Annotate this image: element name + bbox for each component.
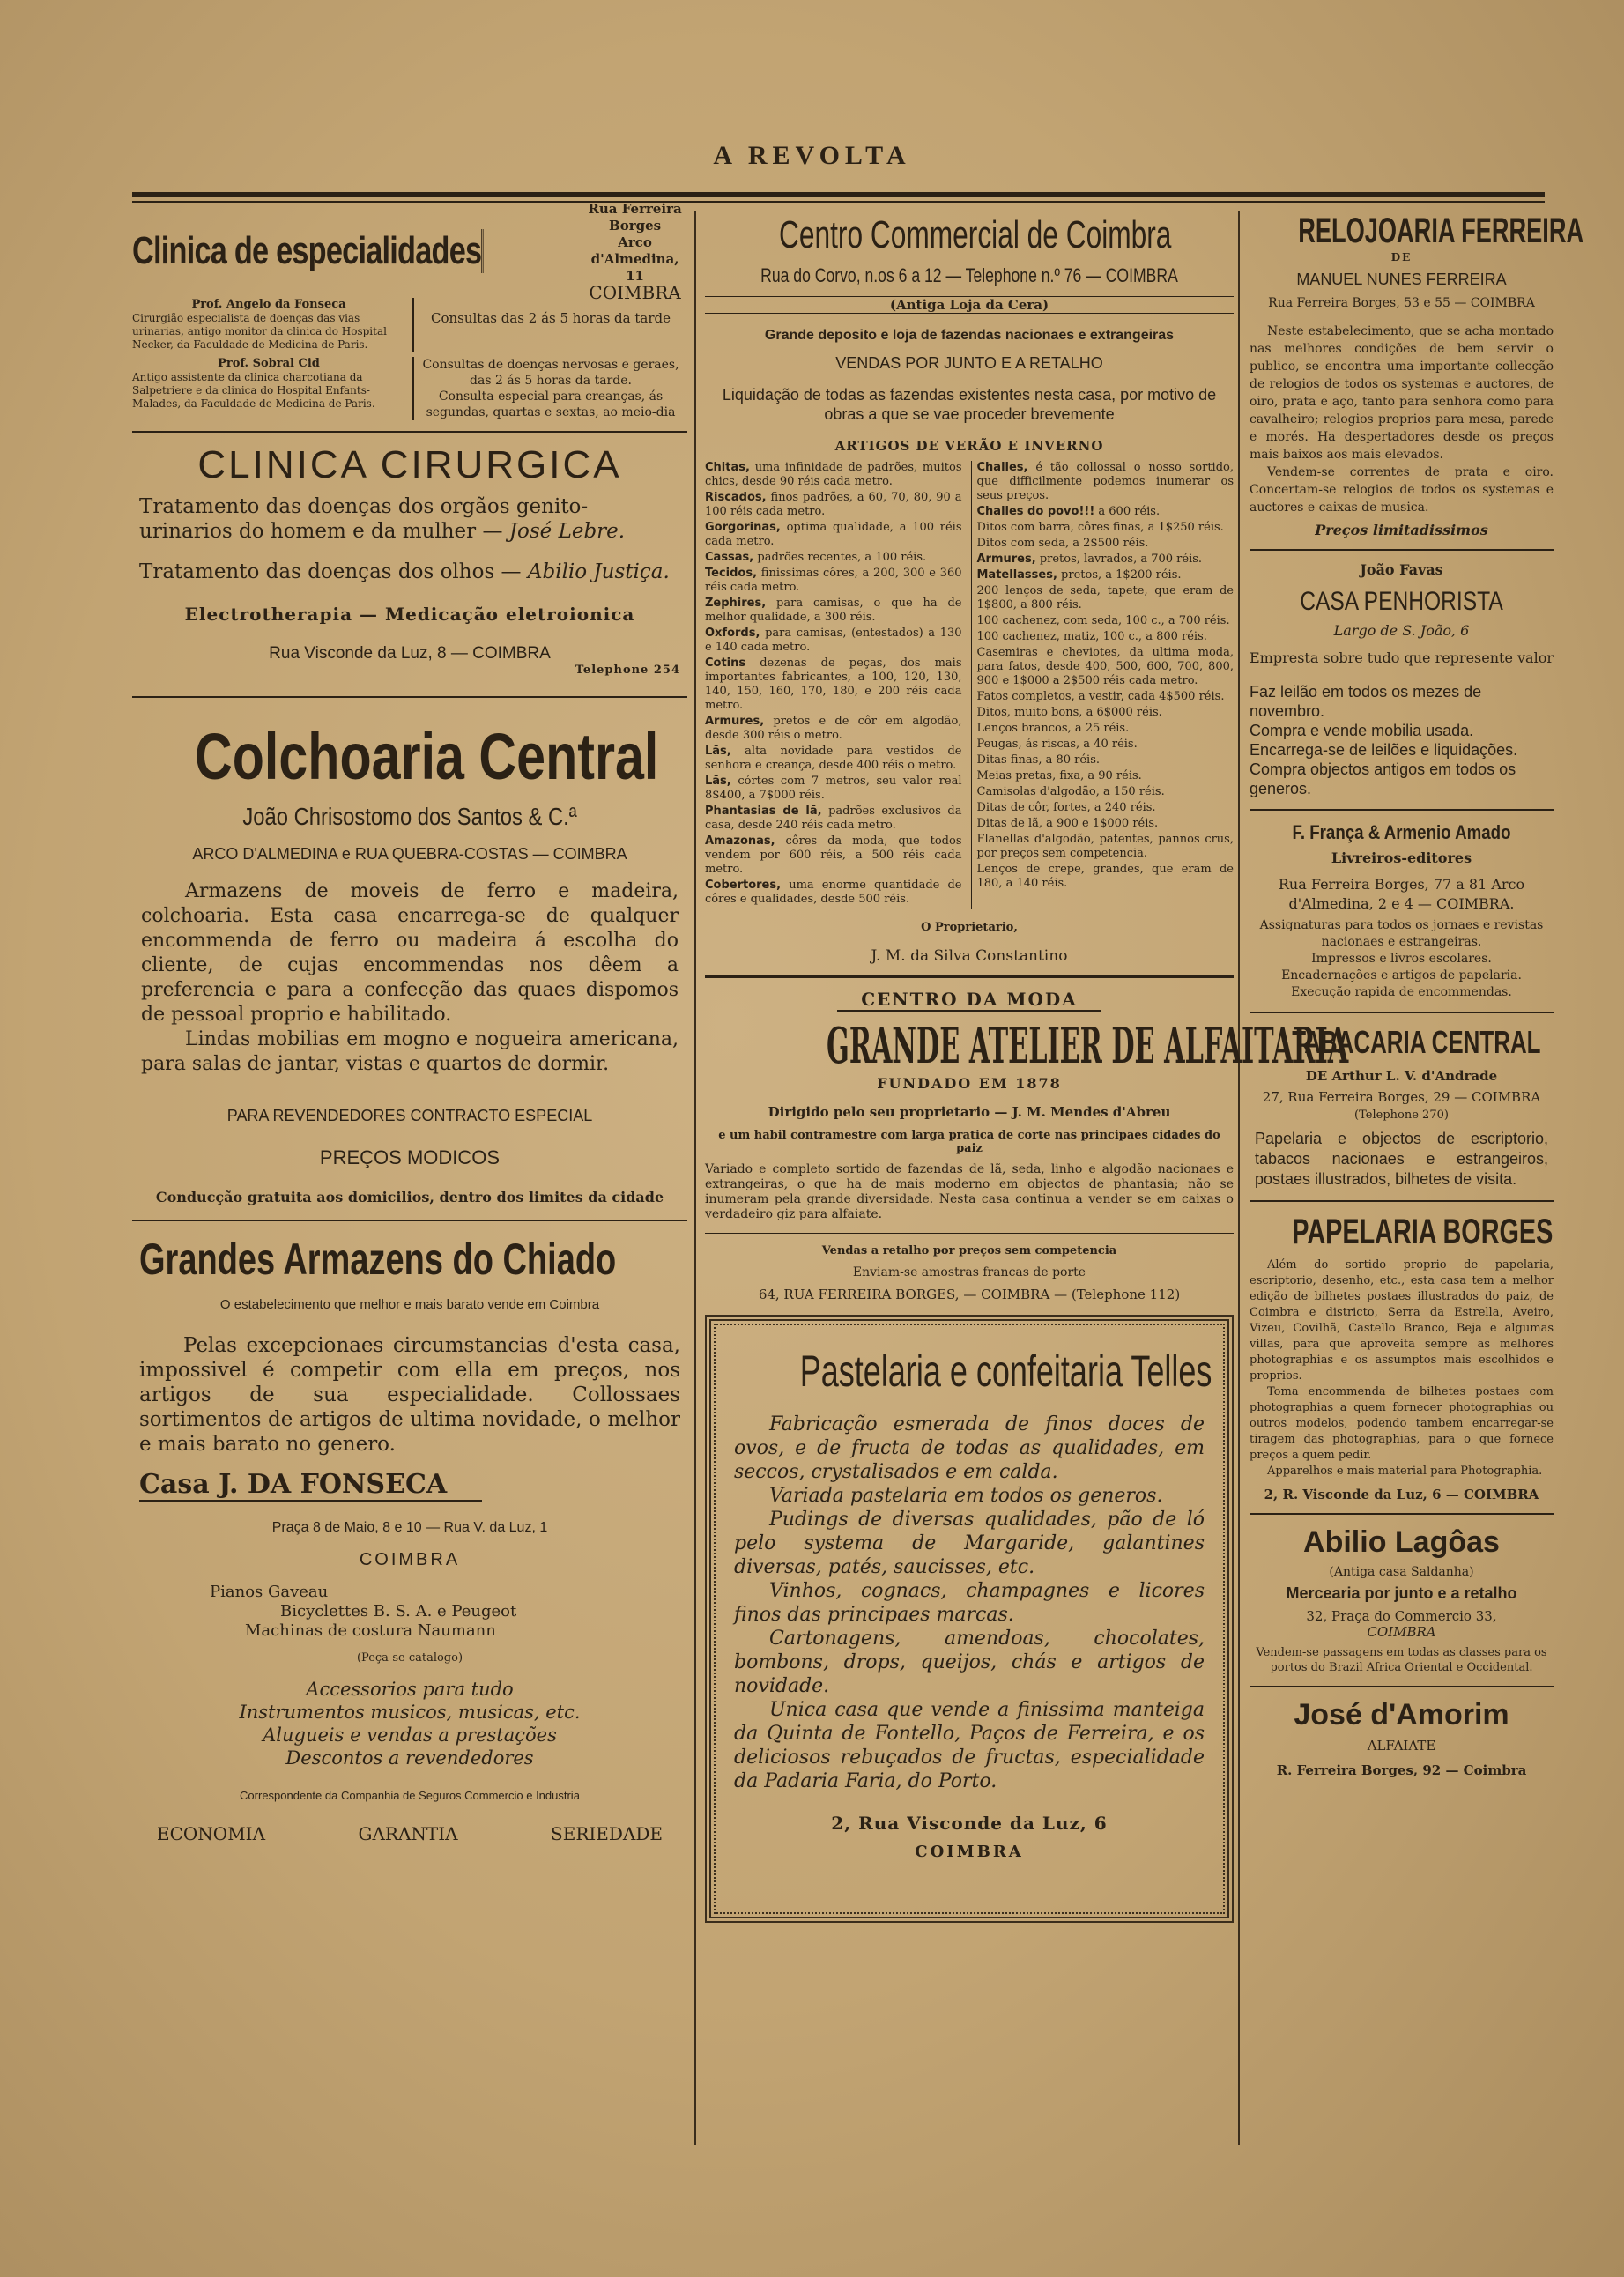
telles-text: Fabricação esmerada de finos doces de ovos, e de fructa de todas as qualidades, em seccos, crystalisados e em calda.	[734, 1413, 1205, 1483]
moda-amostras: Enviam-se amostras francas de porte	[852, 1265, 1086, 1279]
moda-kicker: CENTRO DA MODA	[837, 989, 1101, 1012]
relojoaria-address: Rua Ferreira Borges, 53 e 55 — COIMBRA	[1268, 296, 1535, 310]
papelaria-text: Além do sortido proprio de papelaria, escriptorio, desenho, etc., esta casa tem a melhor edição de bilhetes postaes illustrados do paiz, de Coimbra e districto, Serra da Estrella, Aveiro, Vizeu, Covilhã, Castello Branco, Beja e algumas villas, para que aproveita sempre as melhores photographias e os assumptos mais escolhidos e proprios.	[1250, 1258, 1554, 1383]
papelaria-title: PAPELARIA BORGES	[1292, 1213, 1554, 1251]
centro-item-text: Fatos completos, a vestir, cada 4$500 réis.	[976, 690, 1225, 703]
centro-item	[977, 461, 1235, 503]
centro-vendas: VENDAS POR JUNTO E A RETALHO	[835, 354, 1103, 372]
penhorista-owner: João Favas	[1360, 561, 1443, 578]
centro-item	[705, 656, 962, 713]
doctor-name: Prof. Sobral Cid	[218, 357, 320, 370]
centro-item-text: pretos, a 1$200 réis.	[1061, 568, 1182, 582]
ad-abilio-lagoas	[1250, 1525, 1554, 1675]
centro-item-text: Camisolas d'algodão, a 150 réis.	[976, 785, 1165, 798]
centro-item-text: é tão collossal o nosso sortido, que difficilmente podemos inumerar os seus preços.	[976, 461, 1234, 502]
ad-papelaria-borges	[1250, 1213, 1554, 1502]
centro-item	[705, 775, 962, 803]
moda-director: Dirigido pelo seu proprietario — J. M. Mendes d'Abreu	[768, 1104, 1171, 1120]
centro-item-text: córtes com 7 metros, seu valor real 8$400, a 7$000 réis.	[705, 775, 962, 802]
ad-relojoaria	[1250, 211, 1584, 538]
ad-casa-fonseca	[132, 1469, 687, 1844]
centro-item	[705, 879, 962, 907]
relojoaria-owner: MANUEL NUNES FERREIRA	[1296, 271, 1507, 288]
centro-item-text: padrões recentes, a 100 réis.	[757, 551, 927, 564]
centro-item	[705, 627, 962, 655]
centro-item-name: Armures,	[705, 715, 765, 728]
centro-item-text: Ditas de côr, fortes, a 240 réis.	[976, 801, 1156, 814]
centro-item	[977, 706, 1235, 720]
treatment-line: Tratamento das doenças dos olhos —	[139, 560, 522, 583]
centro-item-text: pretos, lavrados, a 700 réis.	[1039, 553, 1203, 566]
doctor-name: José Lebre.	[508, 520, 626, 543]
column-divider	[694, 211, 696, 2145]
fonseca-item: Descontos a revendedores	[285, 1747, 534, 1769]
chiado-title: Grandes Armazens do Chiado	[139, 1235, 617, 1284]
centro-item-text: Casemiras e cheviotes, da ultima moda, para fatos, desde 400, 500, 600, 700, 800, 900 e 1$000 a 2$500 réis cada metro.	[976, 646, 1234, 687]
centro-proprietario: J. M. da Silva Constantino	[871, 947, 1068, 965]
centro-item-lists	[705, 461, 1234, 909]
centro-item	[977, 801, 1235, 815]
papelaria-text-3: Apparelhos e mais material para Photographia.	[1267, 1465, 1543, 1478]
papelaria-text-2: Toma encommenda de bilhetes postaes com photographias a quem fornecer photographias ou outros modelos, podendo tambem encarregar-se tiragem das photographias, para o que fornece preços a quem pedir.	[1250, 1385, 1554, 1462]
top-rule-thin	[132, 201, 1545, 203]
centro-item-name: Cobertores,	[705, 879, 782, 892]
doctor-description: Cirurgião especialista de doenças das vias urinarias, antigo monitor da clinica do Hospital Necker, da Faculdade de Medicina de Paris.	[132, 312, 387, 351]
amorim-subtitle: ALFAIATE	[1367, 1738, 1436, 1754]
livreiros-line: Impressos e livros escolares.	[1311, 952, 1492, 966]
ad-centro-moda	[705, 989, 1349, 1302]
telles-text: Vinhos, cognacs, champagnes e licores finos das principaes marcas.	[734, 1580, 1205, 1626]
moda-address: 64, RUA FERREIRA BORGES, — COIMBRA — (Telephone 112)	[758, 1287, 1181, 1302]
centro-item	[977, 769, 1235, 783]
centro-item-text: Lenços brancos, a 25 réis.	[976, 722, 1130, 735]
lagoas-title: Abilio Lagôas	[1303, 1525, 1500, 1559]
lagoas-address: 32, Praça do Commercio 33,	[1306, 1608, 1497, 1624]
centro-item-text: côres da moda, que todos vendem por 600 réis, a 500 réis cada metro.	[705, 834, 962, 876]
centro-item-text: Ditas de lã, a 900 e 1$000 réis.	[976, 817, 1159, 830]
centro-item-text: 100 cachenez, matiz, 100 c., a 800 réis.	[976, 630, 1207, 643]
amorim-title: José d'Amorim	[1294, 1698, 1509, 1732]
centro-item	[705, 551, 962, 565]
fonseca-motto	[139, 1823, 680, 1844]
ad-colchoaria	[132, 719, 687, 1205]
centro-item-text: Meias pretas, fixa, a 90 réis.	[976, 769, 1142, 782]
relojoaria-prices: Preços limitadissimos	[1315, 522, 1488, 538]
centro-item	[977, 553, 1235, 567]
centro-item-name: Chitas,	[705, 461, 750, 474]
clinic-address: Rua Visconde da Luz, 8 — COIMBRA	[269, 644, 551, 663]
fonseca-machines: Machinas de costura Naumann	[245, 1621, 496, 1640]
electrotherapy-line: Electrotherapia — Medicação eletroionica	[184, 604, 635, 625]
relojoaria-de: DE	[1390, 251, 1413, 263]
ad-telles	[705, 1315, 1234, 1923]
penhorista-line: Encarrega-se de leilões e liquidações.	[1250, 741, 1518, 759]
amorim-address: R. Ferreira Borges, 92 — Coimbra	[1276, 1762, 1527, 1778]
centro-item	[705, 834, 962, 877]
lagoas-subtitle: (Antiga casa Saldanha)	[1329, 1565, 1474, 1579]
colchoaria-delivery: Conducção gratuita aos domicilios, dentro dos limites da cidade	[155, 1189, 664, 1205]
colchoaria-prices: PREÇOS MODICOS	[319, 1146, 501, 1168]
centro-item	[977, 833, 1235, 861]
centro-list-right	[971, 461, 1235, 909]
penhorista-title: CASA PENHORISTA	[1300, 587, 1503, 616]
moda-title: GRANDE ATELIER DE ALFAITARIA	[827, 1017, 1349, 1075]
doctor-name: Abilio Justiça.	[527, 560, 670, 583]
centro-item-text: alta novidade para vestidos de senhora e creança, desde 400 réis o metro.	[705, 745, 962, 772]
telles-text: Unica casa que vende a finissima manteiga da Quinta de Fontello, Paços de Ferreira, e os deliciosos rebuçados de fructas, especialidade da Padaria Faria, do Porto.	[734, 1699, 1205, 1792]
centro-item-name: Riscados,	[705, 491, 767, 504]
colchoaria-address: ARCO D'ALMEDINA e RUA QUEBRA-COSTAS — COIMBRA	[192, 845, 627, 863]
fonseca-item: Instrumentos musicos, musicas, etc.	[239, 1702, 581, 1723]
centro-item-text: 100 cachenez, com seda, 100 c., a 700 réis.	[976, 614, 1230, 627]
tabacaria-address: 27, Rua Ferreira Borges, 29 — COIMBRA	[1262, 1089, 1541, 1105]
motto-word: SERIEDADE	[551, 1823, 663, 1844]
telles-title: Pastelaria e confeitaria Telles	[799, 1346, 1212, 1396]
telles-text: Pudings de diversas qualidades, pão de ló pelo systema de Margaride, galantines diversas, patés, saucisses, etc.	[734, 1509, 1205, 1578]
centro-item-text: finos padrões, a 60, 70, 80, 90 a 100 réis cada metro.	[705, 491, 962, 518]
centro-proprietario-label: O Proprietario,	[921, 921, 1018, 934]
livreiros-title: F. França & Armenio Amado	[1292, 821, 1511, 843]
lagoas-city: COIMBRA	[1367, 1624, 1436, 1640]
centro-item	[977, 690, 1235, 704]
centro-item	[705, 567, 962, 595]
centro-item-name: Lãs,	[705, 775, 731, 788]
centro-item	[705, 715, 962, 743]
centro-item-text: Peugas, ás riscas, a 40 réis.	[976, 738, 1138, 751]
fonseca-catalog: (Peça-se catalogo)	[356, 1651, 463, 1665]
centro-item-name: Gorgorinas,	[705, 521, 781, 534]
centro-list-left	[705, 461, 962, 909]
relojoaria-text: Neste estabelecimento, que se acha montado nas melhores condições de bem servir o publico, se encontra uma importante collecção de relogios de todos os systemas e auctores, de oiro, prata e aço, tanto para senhora como para cavalheiro; relogios proprios para mesa, parede e morés. Ha despertadores desde os preços mais baixos aos mais elevados.	[1250, 324, 1554, 462]
penhorista-line: Faz leilão em todos os mezes de novembro.	[1250, 683, 1482, 720]
ad-jose-amorim	[1250, 1698, 1554, 1778]
papelaria-address: 2, R. Visconde da Luz, 6 — COIMBRA	[1264, 1487, 1539, 1502]
colchoaria-text: Armazens de moveis de ferro e madeira, colchoaria. Esta casa encarrega-se de qualquer encommenda de ferro ou madeira á escolha do cliente, de cujas encommendas nos dêem a preferencia e para a confecção das quaes dispomos de pessoal proprio e habilitado.	[141, 880, 679, 1026]
centro-title: Centro Commercial de Coimbra	[779, 213, 1172, 256]
centro-item-text: Lenços de crepe, grandes, que eram de 180, a 140 réis.	[976, 863, 1234, 890]
clinic-address: Rua Ferreira Borges	[588, 201, 682, 234]
centro-item	[977, 646, 1235, 688]
centro-item-text: padrões exclusivos da casa, desde 240 réis cada metro.	[705, 805, 962, 832]
centro-item	[705, 521, 962, 549]
masthead: A REVOLTA	[713, 141, 911, 170]
centro-item-text: para camisas, (entestados) a 130 e 140 cada metro.	[705, 627, 962, 654]
relojoaria-text-2: Vendem-se correntes de prata e oiro. Concertam-se relogios de todos os systemas e auctores e caixas de musica.	[1250, 465, 1554, 515]
centro-item-text: Ditos com seda, a 2$500 réis.	[976, 537, 1149, 550]
column-divider	[1238, 211, 1240, 2145]
moda-text: Variado e completo sortido de fazendas de lã, seda, linho e algodão nacionaes e extrangeiras, o que ha de mais moderno em objectos de phantasia; não se inumeram pela grande diversidade. Nesta casa continua a vender se em caixas o verdadeiro giz para alfaiate.	[705, 1162, 1234, 1221]
fonseca-pianos: Pianos Gaveau	[210, 1583, 329, 1601]
fonseca-item: Alugueis e vendas a prestações	[263, 1724, 557, 1746]
moda-contramestre: e um habil contramestre com larga pratica de corte nas principaes cidades do paiz	[718, 1129, 1220, 1155]
treatment-line: Tratamento das doenças dos orgãos genito-urinarios do homem e da mulher —	[139, 495, 589, 543]
centro-item-text: para camisas, o que ha de melhor qualidade, a 300 réis.	[705, 597, 962, 624]
centro-item-text: uma infinidade de padrões, muitos chics, desde 90 réis cada metro.	[705, 461, 962, 488]
centro-item-name: Lãs,	[705, 745, 731, 758]
telles-text: Cartonagens, amendoas, chocolates, bombons, drops, queijos, chás e artigos de novidade.	[734, 1628, 1205, 1697]
penhorista-subtitle: Empresta sobre tudo que represente valor	[1250, 649, 1554, 666]
centro-item-text: Ditos, muito bons, a 6$000 réis.	[976, 706, 1162, 719]
centro-item	[977, 753, 1235, 768]
centro-item	[977, 722, 1235, 736]
clinic-address-2: Arco d'Almedina, 11	[590, 234, 679, 284]
centro-item-text: Ditas finas, a 80 réis.	[976, 753, 1101, 767]
moda-founded: FUNDADO EM 1878	[877, 1075, 1062, 1092]
clinic-doctor-1	[132, 298, 687, 352]
motto-word: GARANTIA	[358, 1823, 458, 1844]
surgical-clinic-title: CLINICA CIRURGICA	[197, 443, 622, 486]
centro-item	[705, 745, 962, 773]
ad-livreiros	[1250, 821, 1554, 1001]
centro-item	[977, 537, 1235, 551]
tabacaria-title: TABACARIA CENTRAL	[1292, 1024, 1541, 1060]
doctor-hours: Consultas das 2 ás 5 horas da tarde	[412, 298, 687, 352]
centro-artigos-heading: ARTIGOS DE VERÃO E INVERNO	[834, 438, 1104, 454]
penhorista-address: Largo de S. João, 6	[1333, 622, 1470, 639]
centro-item	[977, 521, 1235, 535]
centro-address: Rua do Corvo, n.os 6 a 12 — Telephone n.º 76 — COIMBRA	[760, 264, 1178, 286]
centro-item-name: Matellasses,	[976, 568, 1057, 582]
ad-casa-penhorista	[1250, 561, 1554, 798]
doctor-hours: Consultas de doenças nervosas e geraes, das 2 ás 5 horas da tarde.	[422, 358, 679, 388]
motto-word: ECONOMIA	[157, 1823, 266, 1844]
tabacaria-text: Papelaria e objectos de escriptorio, tabacos nacionaes e estrangeiros, postaes illustrados, bilhetes de visita.	[1255, 1130, 1548, 1188]
centro-item-text: 200 lenços de seda, tapete, que eram de 1$800, a 800 réis.	[976, 584, 1234, 612]
livreiros-line: Encadernações e artigos de papelaria.	[1281, 968, 1522, 983]
penhorista-line: Compra e vende mobilia usada.	[1250, 722, 1474, 739]
colchoaria-owner: João Chrisostomo dos Santos & C.ª	[242, 803, 577, 830]
chiado-subtitle: O estabelecimento que melhor e mais barato vende em Coimbra	[219, 1297, 600, 1312]
centro-item-name: Challes do povo!!!	[976, 505, 1095, 518]
doctor-hours-special: Consulta especial para creanças, ás segundas, quartas e sextas, ao meio-dia	[426, 389, 676, 419]
centro-item-text: Flanellas d'algodão, patentes, pannos crus, por preços sem competencia.	[976, 833, 1234, 860]
centro-item-name: Zephires,	[705, 597, 767, 610]
livreiros-subtitle: Livreiros-editores	[1331, 849, 1472, 866]
centro-liquidacao: Liquidação de todas as fazendas existentes nesta casa, por motivo de obras a que se vae proceder brevemente	[722, 386, 1217, 423]
centro-item-text: uma enorme quantidade de côres e qualidades, desde 500 réis.	[705, 879, 962, 906]
fonseca-bicycles: Bicyclettes B. S. A. e Peugeot	[280, 1602, 517, 1621]
clinic-title: Clinica de especialidades	[132, 229, 484, 273]
livreiros-line: Assignaturas para todos os jornaes e revistas nacionaes e estrangeiras.	[1259, 918, 1544, 949]
livreiros-line: Execução rapida de encommendas.	[1291, 985, 1512, 999]
centro-item	[977, 738, 1235, 752]
column-middle	[705, 211, 1349, 1923]
centro-item	[977, 817, 1235, 831]
chiado-text: Pelas excepcionaes circumstancias d'esta casa, impossivel é competir com ella em preços, nos artigos de sua especialidade. Collossaes sortimentos de artigos de ultima novidade, o melhor e mais barato no genero.	[139, 1334, 680, 1456]
clinic-doctor-2	[132, 357, 687, 420]
centro-item-name: Cassas,	[705, 551, 754, 564]
centro-item	[977, 614, 1235, 628]
telles-city: COIMBRA	[915, 1843, 1024, 1861]
lagoas-mercearia: Mercearia por junto e a retalho	[1286, 1584, 1517, 1602]
centro-item	[705, 491, 962, 519]
fonseca-title: Casa J. DA FONSECA	[139, 1469, 482, 1502]
centro-item-name: Tecidos,	[705, 567, 758, 580]
fonseca-city: COIMBRA	[359, 1550, 461, 1569]
centro-item	[977, 863, 1235, 891]
centro-item-name: Armures,	[976, 553, 1036, 566]
centro-item	[977, 568, 1235, 582]
centro-item-text: dezenas de peças, dos mais importantes fabricantes, a 100, 120, 130, 140, 150, 160, 170, 180, e 200 réis cada metro.	[705, 656, 962, 712]
centro-item-name: Phantasias de lã,	[705, 805, 822, 818]
centro-item-name: Challes,	[976, 461, 1028, 474]
centro-item-text: a 600 réis.	[1098, 505, 1161, 518]
centro-item-text: Ditos com barra, côres finas, a 1$250 réis.	[976, 521, 1224, 534]
centro-item-text: pretos e de côr em algodão, desde 300 réis o metro.	[705, 715, 962, 742]
centro-item	[705, 461, 962, 489]
centro-antiga: (Antiga Loja da Cera)	[705, 296, 1234, 314]
lagoas-text: Vendem-se passagens em todas as classes para os portos do Brazil Africa Oriental e Occidental.	[1256, 1646, 1547, 1674]
relojoaria-title: RELOJOARIA FERREIRA	[1298, 211, 1584, 250]
centro-item-name: Amazonas,	[705, 834, 775, 848]
telles-text: Variada pastelaria em todos os generos.	[769, 1485, 1163, 1507]
centro-item	[977, 505, 1235, 519]
colchoaria-text-2: Lindas mobilias em mogno e nogueira americana, para salas de jantar, vistas e quartos de dormir.	[141, 1028, 679, 1075]
doctor-name: Prof. Angelo da Fonseca	[191, 298, 346, 311]
clinic-telephone: Telephone 254	[575, 664, 680, 677]
centro-item-text: optima qualidade, a 100 réis cada metro.	[705, 521, 962, 548]
doctor-description: Antigo assistente da clinica charcotiana da Salpetriere e da clinica do Hospital Enfants-Malades, da Faculdade de Medicina de Paris.	[132, 371, 375, 410]
colchoaria-contract: PARA REVENDEDORES CONTRACTO ESPECIAL	[226, 1107, 593, 1124]
ad-tabacaria	[1250, 1024, 1554, 1190]
clinic-city: COIMBRA	[589, 282, 681, 303]
penhorista-line: Compra objectos antigos em todos os generos.	[1250, 760, 1516, 797]
centro-item	[705, 805, 962, 833]
centro-item	[977, 785, 1235, 799]
colchoaria-title: Colchoaria Central	[195, 720, 659, 793]
centro-item	[705, 597, 962, 625]
column-left	[132, 201, 687, 1844]
fonseca-insurance: Correspondente da Companhia de Seguros Commercio e Industria	[240, 1789, 580, 1802]
livreiros-address: Rua Ferreira Borges, 77 a 81 Arco d'Almedina, 2 e 4 — COIMBRA.	[1278, 876, 1525, 912]
fonseca-item: Accessorios para tudo	[306, 1679, 514, 1700]
tabacaria-telephone: (Telephone 270)	[1354, 1109, 1449, 1122]
centro-deposito: Grande deposito e loja de fazendas nacionaes e extrangeiras	[764, 328, 1175, 343]
column-right	[1250, 211, 1584, 1778]
moda-vendas: Vendas a retalho por preços sem competencia	[821, 1244, 1117, 1257]
ad-chiado	[132, 1234, 687, 1457]
ad-clinica-cirurgica	[132, 443, 687, 677]
ad-centro-commercial	[705, 213, 1234, 965]
centro-item-name: Oxfords,	[705, 627, 760, 640]
fonseca-address: Praça 8 de Maio, 8 e 10 — Rua V. da Luz, 1	[271, 1520, 548, 1535]
telles-address: 2, Rua Visconde da Luz, 6	[831, 1813, 1108, 1834]
centro-item	[977, 584, 1235, 612]
centro-item	[977, 630, 1235, 644]
top-rule	[132, 192, 1545, 197]
centro-item-text: finissimas côres, a 200, 300 e 360 réis cada metro.	[705, 567, 962, 594]
tabacaria-owner: DE Arthur L. V. d'Andrade	[1305, 1068, 1498, 1084]
ad-clinica-especialidades	[132, 201, 687, 303]
centro-item-name: Cotins	[705, 656, 746, 670]
